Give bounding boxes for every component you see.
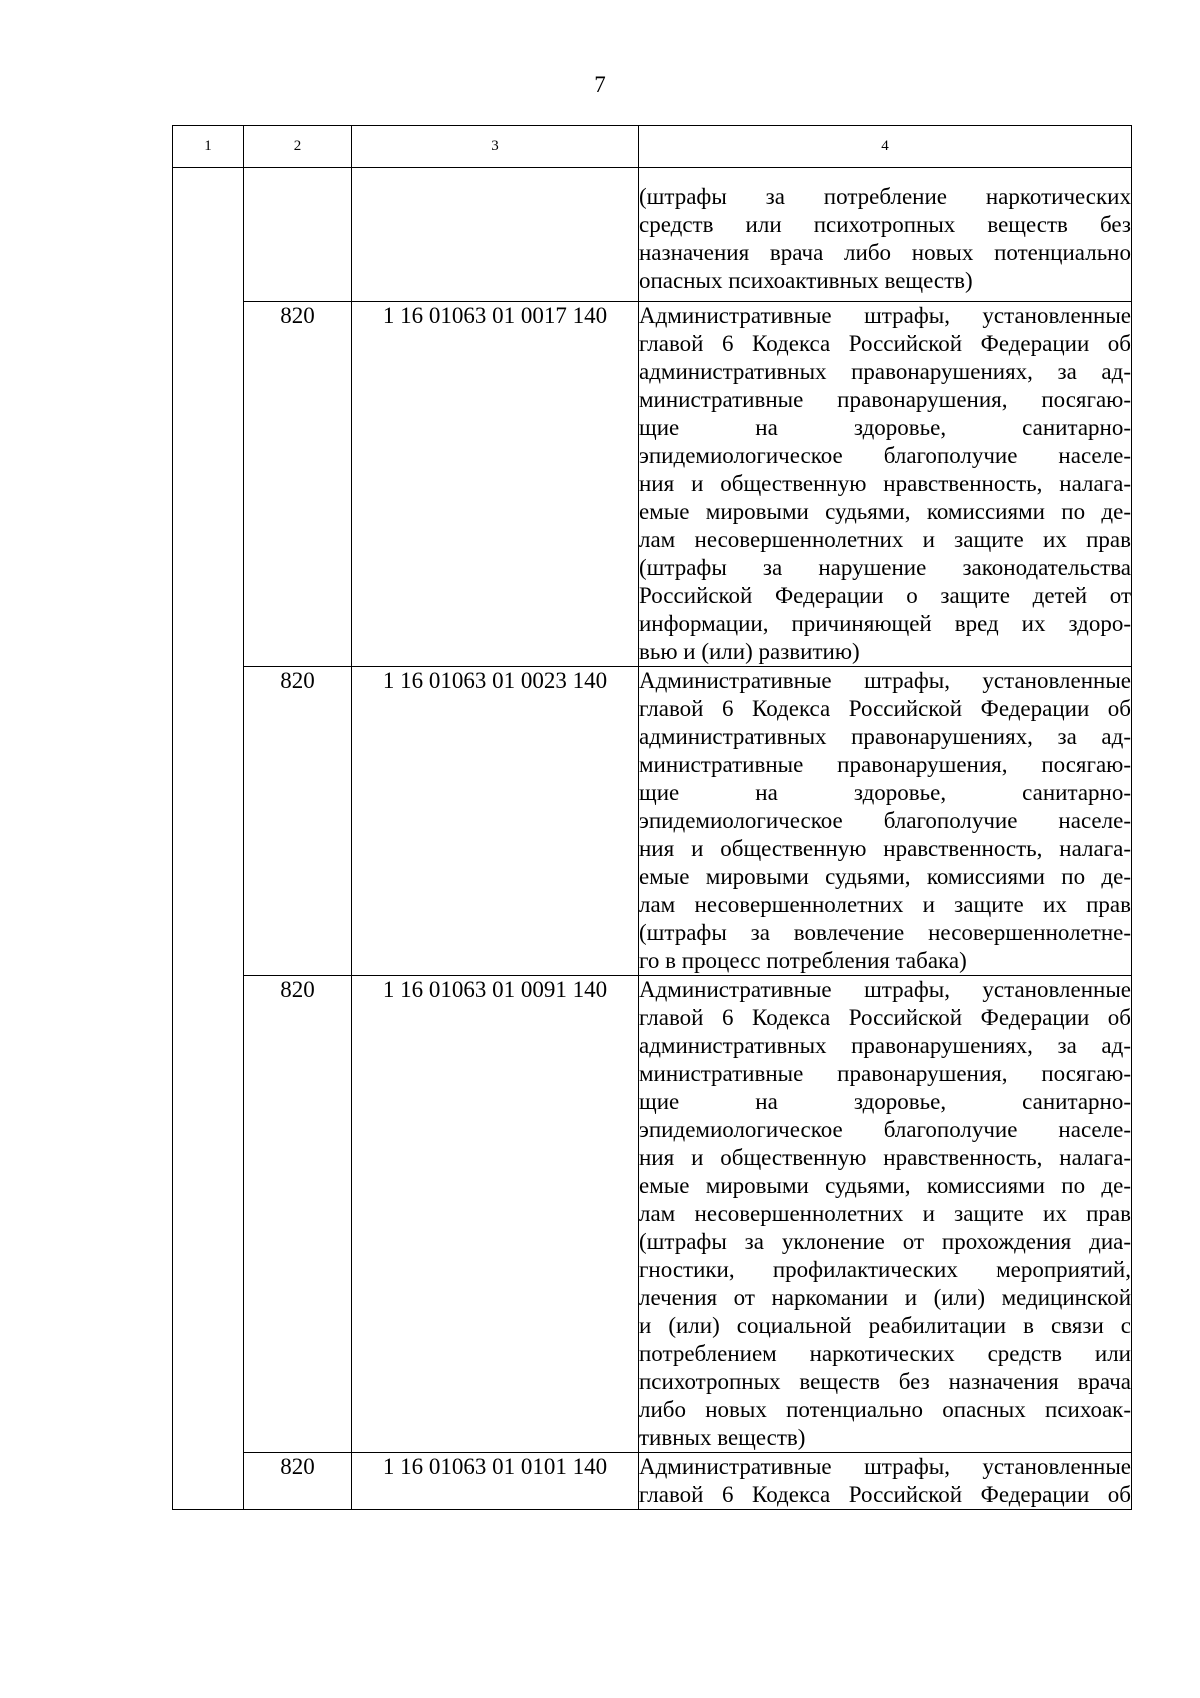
description-line: (штрафы за потребление наркотических <box>639 184 1131 209</box>
description-line: щие на здоровье, санитарно- <box>639 780 1131 805</box>
description-line: Административные штрафы, установленные <box>639 303 1131 328</box>
description-line: главой 6 Кодекса Российской Федерации об <box>639 331 1131 356</box>
description-line: емые мировыми судьями, комиссиями по де- <box>639 1173 1131 1198</box>
administrator-code-cell: 820 <box>244 976 352 1453</box>
revenue-code-cell <box>352 168 639 302</box>
table-header-row <box>173 126 1132 168</box>
description-line: го в процесс потребления табака) <box>639 948 967 973</box>
description-line: главой 6 Кодекса Российской Федерации об <box>639 696 1131 721</box>
description-line: административных правонарушениях, за ад- <box>639 724 1131 749</box>
description-line: гностики, профилактических мероприятий, <box>639 1257 1131 1282</box>
description-line: щие на здоровье, санитарно- <box>639 1089 1131 1114</box>
description-line: (штрафы за уклонение от прохождения диа- <box>639 1229 1131 1254</box>
description-line: либо новых потенциально опасных психоак- <box>639 1397 1131 1422</box>
administrator-code-cell <box>244 168 352 302</box>
description-line: (штрафы за нарушение законодательства <box>639 555 1131 580</box>
description-line: Российской Федерации о защите детей от <box>639 583 1131 608</box>
description-line: лам несовершеннолетних и защите их прав <box>639 1201 1131 1226</box>
description-line: ния и общественную нравственность, налага- <box>639 836 1131 861</box>
description-cell <box>639 1453 1132 1510</box>
table-row <box>173 1453 1132 1510</box>
revenue-code-cell: 1 16 01063 01 0091 140 <box>352 976 639 1453</box>
description-line: главой 6 Кодекса Российской Федерации об <box>639 1482 1131 1507</box>
description-cell <box>639 667 1132 976</box>
description-line: министративные правонарушения, посягаю- <box>639 1061 1131 1086</box>
description-line: лам несовершеннолетних и защите их прав <box>639 527 1131 552</box>
description-line: лечения от наркомании и (или) медицинской <box>639 1285 1131 1310</box>
table-row <box>173 976 1132 1453</box>
column-1-cell <box>173 168 244 1510</box>
description-cell <box>639 302 1132 667</box>
column-header-3: 3 <box>352 126 639 168</box>
page-number: 7 <box>594 72 606 97</box>
administrator-code-cell: 820 <box>244 302 352 667</box>
description-line: (штрафы за вовлечение несовершеннолетне- <box>639 920 1131 945</box>
administrator-code-cell: 820 <box>244 1453 352 1510</box>
revenue-code-cell: 1 16 01063 01 0017 140 <box>352 302 639 667</box>
description-line: эпидемиологическое благополучие населе- <box>639 443 1131 468</box>
description-line: Административные штрафы, установленные <box>639 668 1131 693</box>
description-line: информации, причиняющей вред их здоро- <box>639 611 1131 636</box>
description-line: эпидемиологическое благополучие населе- <box>639 808 1131 833</box>
column-header-4: 4 <box>639 126 1132 168</box>
description-line: тивных веществ) <box>639 1425 806 1450</box>
description-line: административных правонарушениях, за ад- <box>639 1033 1131 1058</box>
description-line: потреблением наркотических средств или <box>639 1341 1131 1366</box>
description-line: щие на здоровье, санитарно- <box>639 415 1131 440</box>
description-line: Административные штрафы, установленные <box>639 1454 1131 1479</box>
description-cell <box>639 976 1132 1453</box>
description-line: ния и общественную нравственность, налага- <box>639 1145 1131 1170</box>
description-line: назначения врача либо новых потенциально <box>639 240 1131 265</box>
description-cell <box>639 168 1132 302</box>
description-line: опасных психоактивных веществ) <box>639 268 973 293</box>
description-line: психотропных веществ без назначения врача <box>639 1369 1131 1394</box>
description-line: емые мировыми судьями, комиссиями по де- <box>639 864 1131 889</box>
description-line: средств или психотропных веществ без <box>639 212 1131 237</box>
description-line: эпидемиологическое благополучие населе- <box>639 1117 1131 1142</box>
description-line: ния и общественную нравственность, налага- <box>639 471 1131 496</box>
table-row <box>173 168 1132 302</box>
description-line: министративные правонарушения, посягаю- <box>639 752 1131 777</box>
revenue-code-cell: 1 16 01063 01 0023 140 <box>352 667 639 976</box>
description-line: лам несовершеннолетних и защите их прав <box>639 892 1131 917</box>
description-line: административных правонарушениях, за ад- <box>639 359 1131 384</box>
description-line: емые мировыми судьями, комиссиями по де- <box>639 499 1131 524</box>
description-line: главой 6 Кодекса Российской Федерации об <box>639 1005 1131 1030</box>
column-header-1: 1 <box>173 126 244 168</box>
revenue-code-cell: 1 16 01063 01 0101 140 <box>352 1453 639 1510</box>
table-row <box>173 302 1132 667</box>
description-line: Административные штрафы, установленные <box>639 977 1131 1002</box>
budget-codes-table <box>172 125 1132 1510</box>
description-line: министративные правонарушения, посягаю- <box>639 387 1131 412</box>
table-row <box>173 667 1132 976</box>
description-line: вью и (или) развитию) <box>639 639 860 664</box>
administrator-code-cell: 820 <box>244 667 352 976</box>
description-line: и (или) социальной реабилитации в связи с <box>639 1313 1131 1338</box>
column-header-2: 2 <box>244 126 352 168</box>
